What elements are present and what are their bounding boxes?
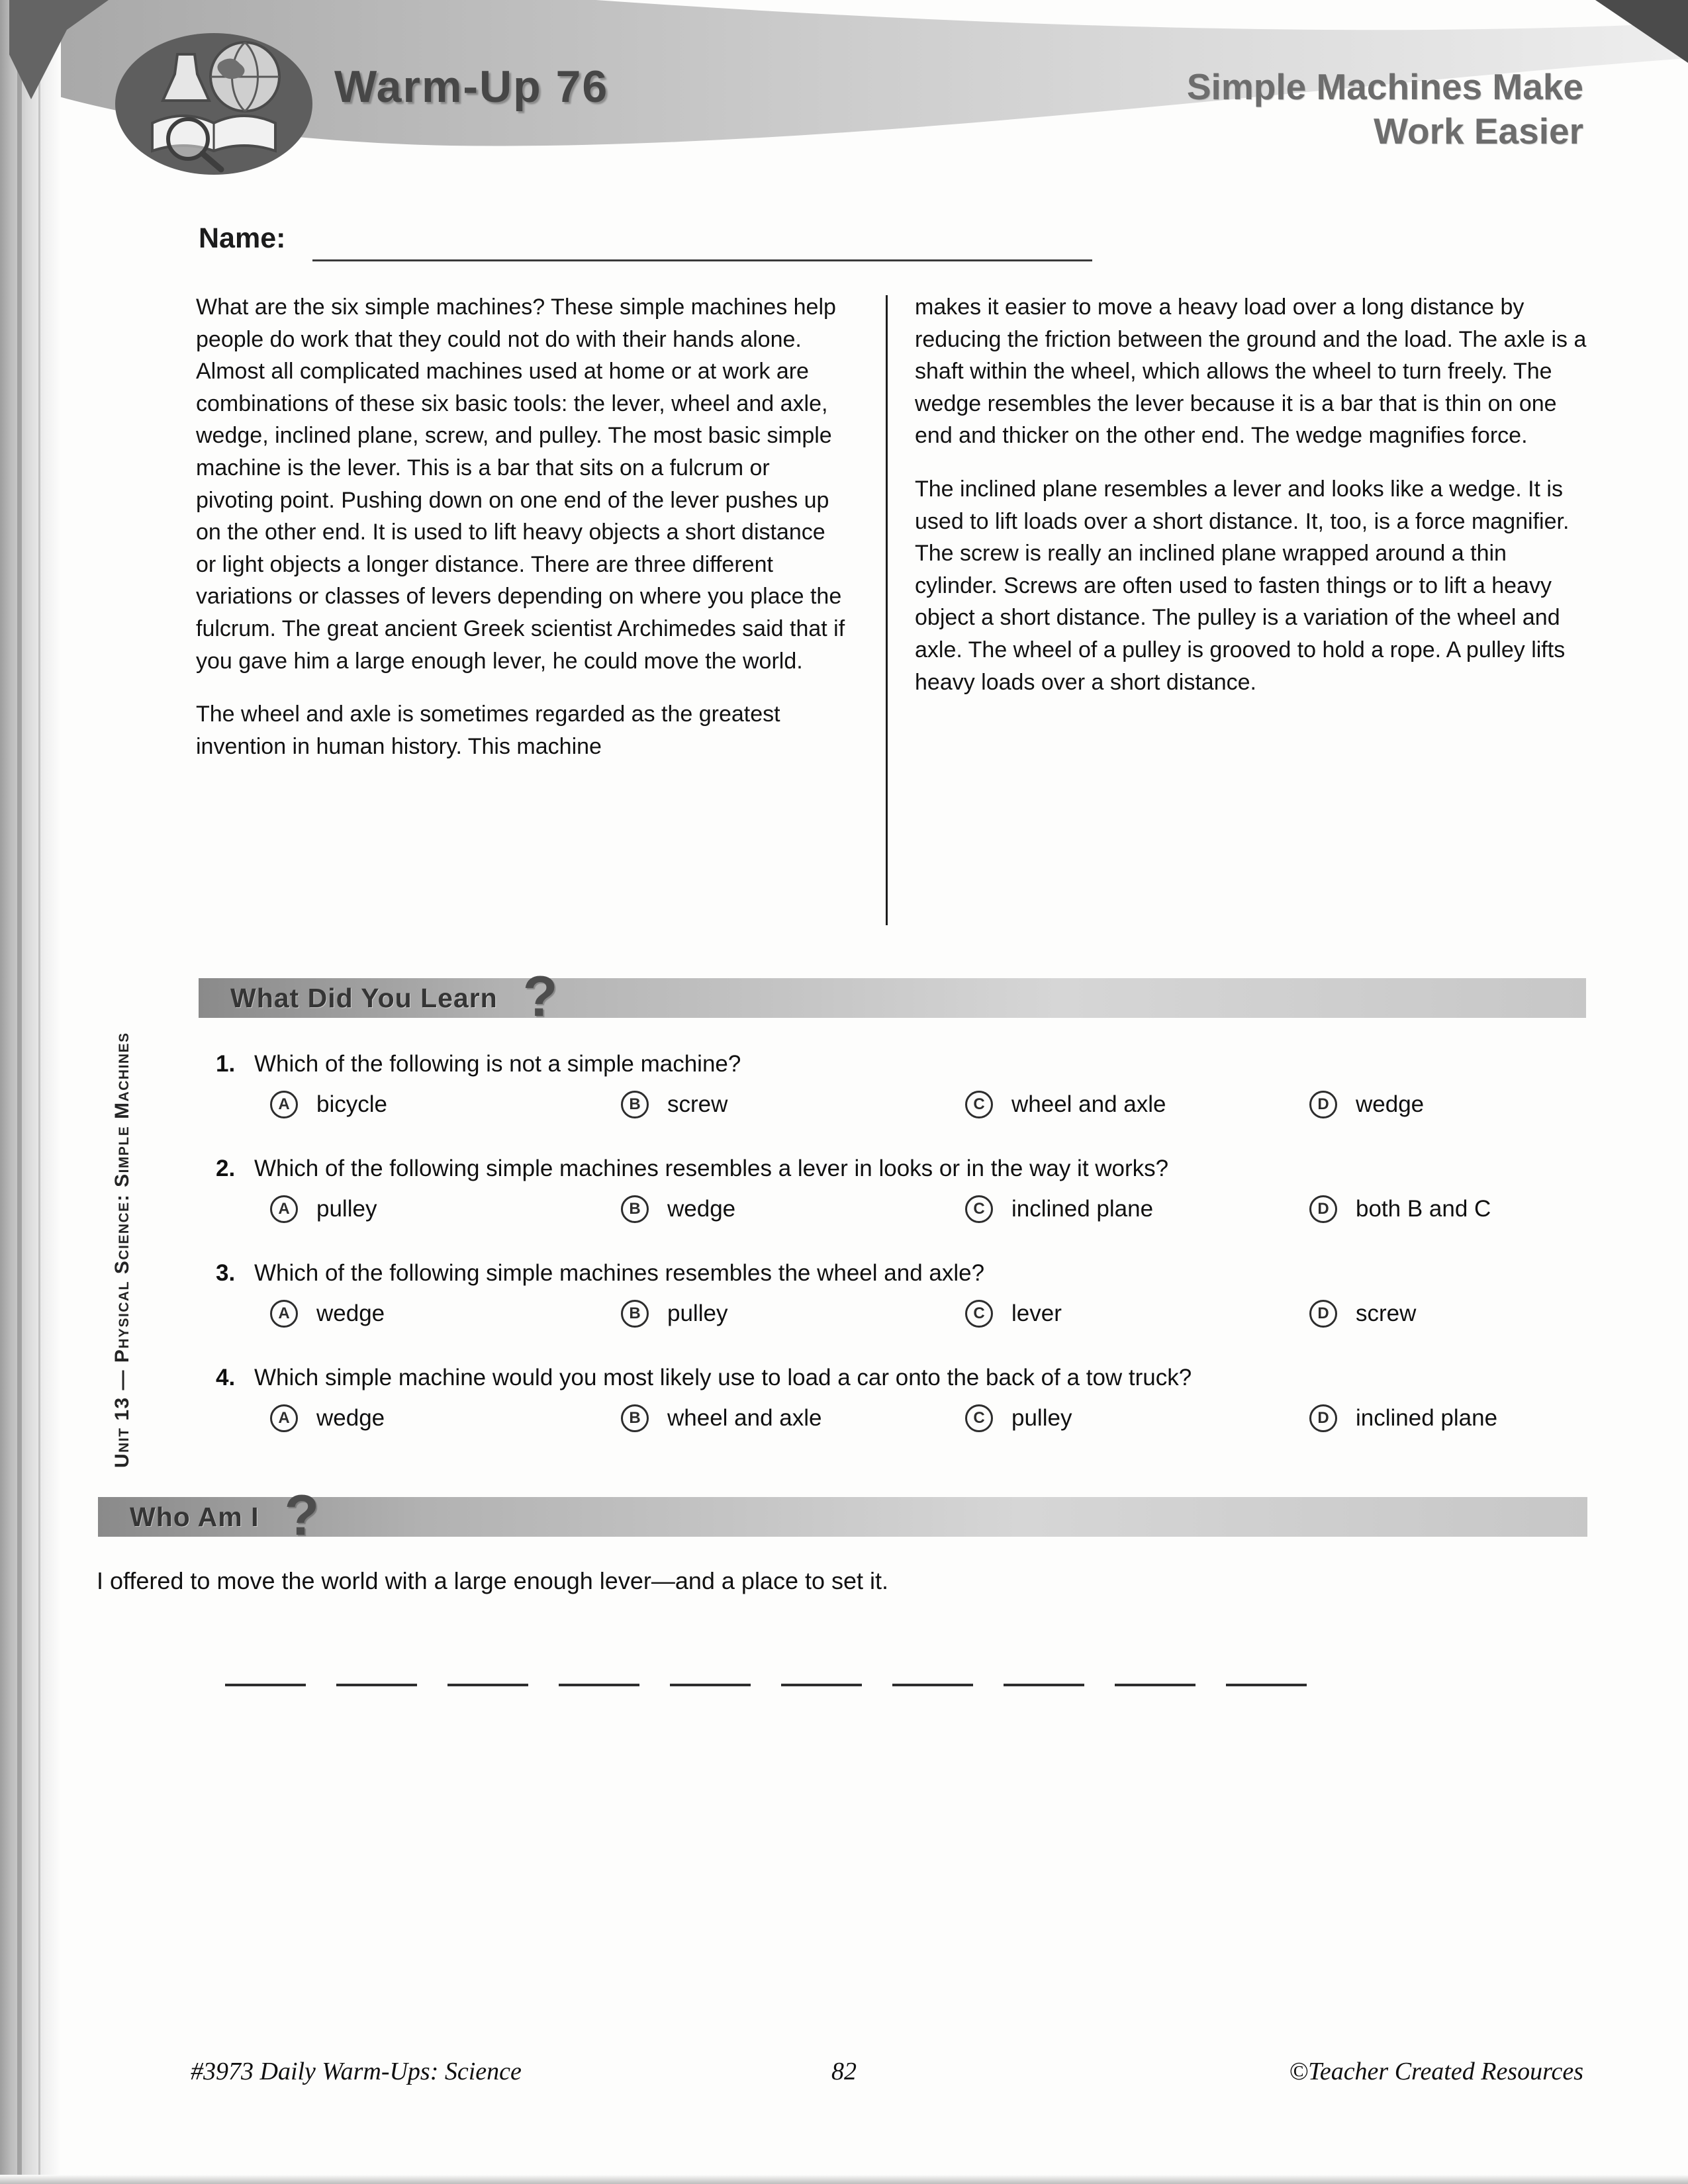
article-right-column — [915, 291, 1587, 698]
paragraph: What are the six simple machines? These simple machines help people do work that they could not do with their hands alone. Almost all complicated machines used at home or at work are combinations of these six basic tools: the lever, wheel and axle, wedge, inclined plane, screw, and pulley. The most basic simple machine is the lever. This is a bar that sits on a fulcrum or pivoting point. Pushing down on one end of the lever pushes up on the other end. It is used to lift heavy objects a short distance or light objects a longer distance. There are three different variations or classes of levers depending on where you place the fulcrum. The great ancient Greek scientist Archimedes said that if you gave him a large enough lever, he could move the world. — [196, 295, 845, 674]
choice-option — [965, 1091, 1166, 1118]
choice-option — [1309, 1404, 1497, 1432]
choice-option — [621, 1404, 822, 1432]
quiz-section — [216, 1051, 1599, 1469]
banner-title: What Did You Learn — [230, 982, 498, 1013]
choice-option — [1309, 1091, 1424, 1118]
choice-label: wheel and axle — [667, 1405, 822, 1431]
answer-blank — [1115, 1662, 1196, 1686]
article-left-column — [196, 291, 851, 763]
answer-blank — [559, 1662, 639, 1686]
what-did-you-learn-banner: What Did You Learn ? — [199, 978, 1586, 1018]
answer-blank — [892, 1662, 973, 1686]
name-label: Name: — [199, 222, 286, 254]
choice-letter-icon: A — [270, 1195, 298, 1223]
choice-letter-icon: C — [965, 1091, 993, 1118]
banner-title: Who Am I — [130, 1501, 259, 1532]
quiz-question-3 — [216, 1260, 1599, 1338]
choice-label: screw — [1356, 1300, 1417, 1326]
answer-blank — [670, 1662, 751, 1686]
choice-option — [270, 1091, 387, 1118]
scan-edge-bottom — [0, 2175, 1688, 2184]
choice-option — [621, 1091, 727, 1118]
quiz-question-4 — [216, 1365, 1599, 1443]
answer-blank — [447, 1662, 528, 1686]
choice-label: inclined plane — [1011, 1196, 1154, 1222]
name-blank-line — [312, 259, 1092, 261]
unit-sidebar-label: Unit 13 — Physical Science: Simple Machines — [111, 1032, 133, 1468]
question-text: Which simple machine would you most likely use to load a car onto the back of a tow truck? — [254, 1365, 1192, 1390]
footer-publication: #3973 Daily Warm-Ups: Science — [191, 2058, 522, 2085]
answer-blank — [336, 1662, 417, 1686]
choice-label: inclined plane — [1356, 1405, 1498, 1431]
question-text: Which of the following is not a simple machine? — [254, 1051, 741, 1077]
choice-letter-icon: A — [270, 1091, 298, 1118]
choices-row — [216, 1404, 1599, 1443]
answer-blank — [1226, 1662, 1307, 1686]
who-am-i-clue: I offered to move the world with a large enough lever—and a place to set it. — [97, 1567, 889, 1594]
question-number: 3. — [216, 1260, 236, 1286]
choice-letter-icon: B — [621, 1091, 649, 1118]
choice-option — [621, 1300, 727, 1328]
choice-option — [270, 1404, 385, 1432]
question-text: Which of the following simple machines resembles a lever in looks or in the way it works? — [254, 1156, 1169, 1181]
lesson-title — [1187, 65, 1583, 154]
paragraph: The wheel and axle is sometimes regarded as the greatest invention in human history. This machine — [196, 702, 780, 759]
choices-row — [216, 1300, 1599, 1338]
choice-label: lever — [1011, 1300, 1062, 1326]
question-number: 2. — [216, 1156, 236, 1181]
footer-copyright: ©Teacher Created Resources — [1289, 2058, 1583, 2085]
choices-row — [216, 1091, 1599, 1129]
answer-blank — [781, 1662, 862, 1686]
choice-letter-icon: C — [965, 1300, 993, 1328]
choice-letter-icon: B — [621, 1195, 649, 1223]
question-number: 1. — [216, 1051, 236, 1077]
footer-page-number: 82 — [831, 2058, 857, 2085]
choice-letter-icon: B — [621, 1404, 649, 1432]
choice-label: pulley — [667, 1300, 728, 1326]
choice-letter-icon: B — [621, 1300, 649, 1328]
choice-letter-icon: A — [270, 1404, 298, 1432]
page-title: Warm-Up 76 — [334, 62, 609, 112]
answer-blanks — [225, 1662, 1307, 1686]
lesson-title-line2: Work Easier — [1374, 111, 1583, 152]
choice-option — [1309, 1300, 1416, 1328]
choice-option — [621, 1195, 735, 1223]
question-number: 4. — [216, 1365, 236, 1390]
choice-label: wheel and axle — [1011, 1091, 1166, 1117]
choice-label: wedge — [1356, 1091, 1425, 1117]
choice-letter-icon: D — [1309, 1091, 1337, 1118]
lesson-title-line1: Simple Machines Make — [1186, 66, 1583, 107]
choice-letter-icon: D — [1309, 1404, 1337, 1432]
choice-option — [965, 1404, 1072, 1432]
choice-label: pulley — [316, 1196, 377, 1222]
choice-option — [965, 1300, 1062, 1328]
choice-label: both B and C — [1356, 1196, 1491, 1222]
paragraph: The inclined plane resembles a lever and looks like a wedge. It is used to lift loads over a short distance. It, too, is a force magnifier. The screw is really an inclined plane wrapped around a thin cylinder. Screws are often used to fasten things or to lift a heavy object a short distance. The pulley is a variation of the wheel and axle. The wheel of a pulley is grooved to hold a rope. A pulley lifts heavy loads over a short distance. — [915, 477, 1570, 695]
choice-letter-icon: C — [965, 1404, 993, 1432]
choice-label: wedge — [667, 1196, 736, 1222]
paragraph: makes it easier to move a heavy load over a long distance by reducing the friction between the ground and the load. The axle is a shaft within the wheel, which allows the wheel to turn freely. The wedge resembles the lever because it is a bar that is thin on one end and thicker on the other end. The wedge magnifies force. — [915, 295, 1587, 449]
choice-option — [965, 1195, 1153, 1223]
choice-option — [270, 1300, 385, 1328]
question-text: Which of the following simple machines resembles the wheel and axle? — [254, 1260, 985, 1286]
scan-streak — [17, 0, 22, 2184]
quiz-question-1 — [216, 1051, 1599, 1129]
who-am-i-banner: Who Am I ? — [98, 1497, 1587, 1537]
answer-blank — [225, 1662, 306, 1686]
column-divider — [886, 295, 888, 925]
choice-letter-icon: A — [270, 1300, 298, 1328]
choice-label: bicycle — [316, 1091, 387, 1117]
choice-option — [1309, 1195, 1491, 1223]
choice-option — [270, 1195, 377, 1223]
choice-label: screw — [667, 1091, 728, 1117]
answer-blank — [1004, 1662, 1084, 1686]
choice-label: pulley — [1011, 1405, 1072, 1431]
scan-edge-left — [0, 0, 61, 2184]
choice-label: wedge — [316, 1405, 385, 1431]
page-footer — [0, 2057, 1688, 2097]
science-logo-icon — [114, 32, 314, 176]
choice-letter-icon: D — [1309, 1300, 1337, 1328]
choice-label: wedge — [316, 1300, 385, 1326]
choice-letter-icon: C — [965, 1195, 993, 1223]
scan-streak — [38, 0, 40, 2184]
choice-letter-icon: D — [1309, 1195, 1337, 1223]
quiz-question-2 — [216, 1156, 1599, 1234]
choices-row — [216, 1195, 1599, 1234]
